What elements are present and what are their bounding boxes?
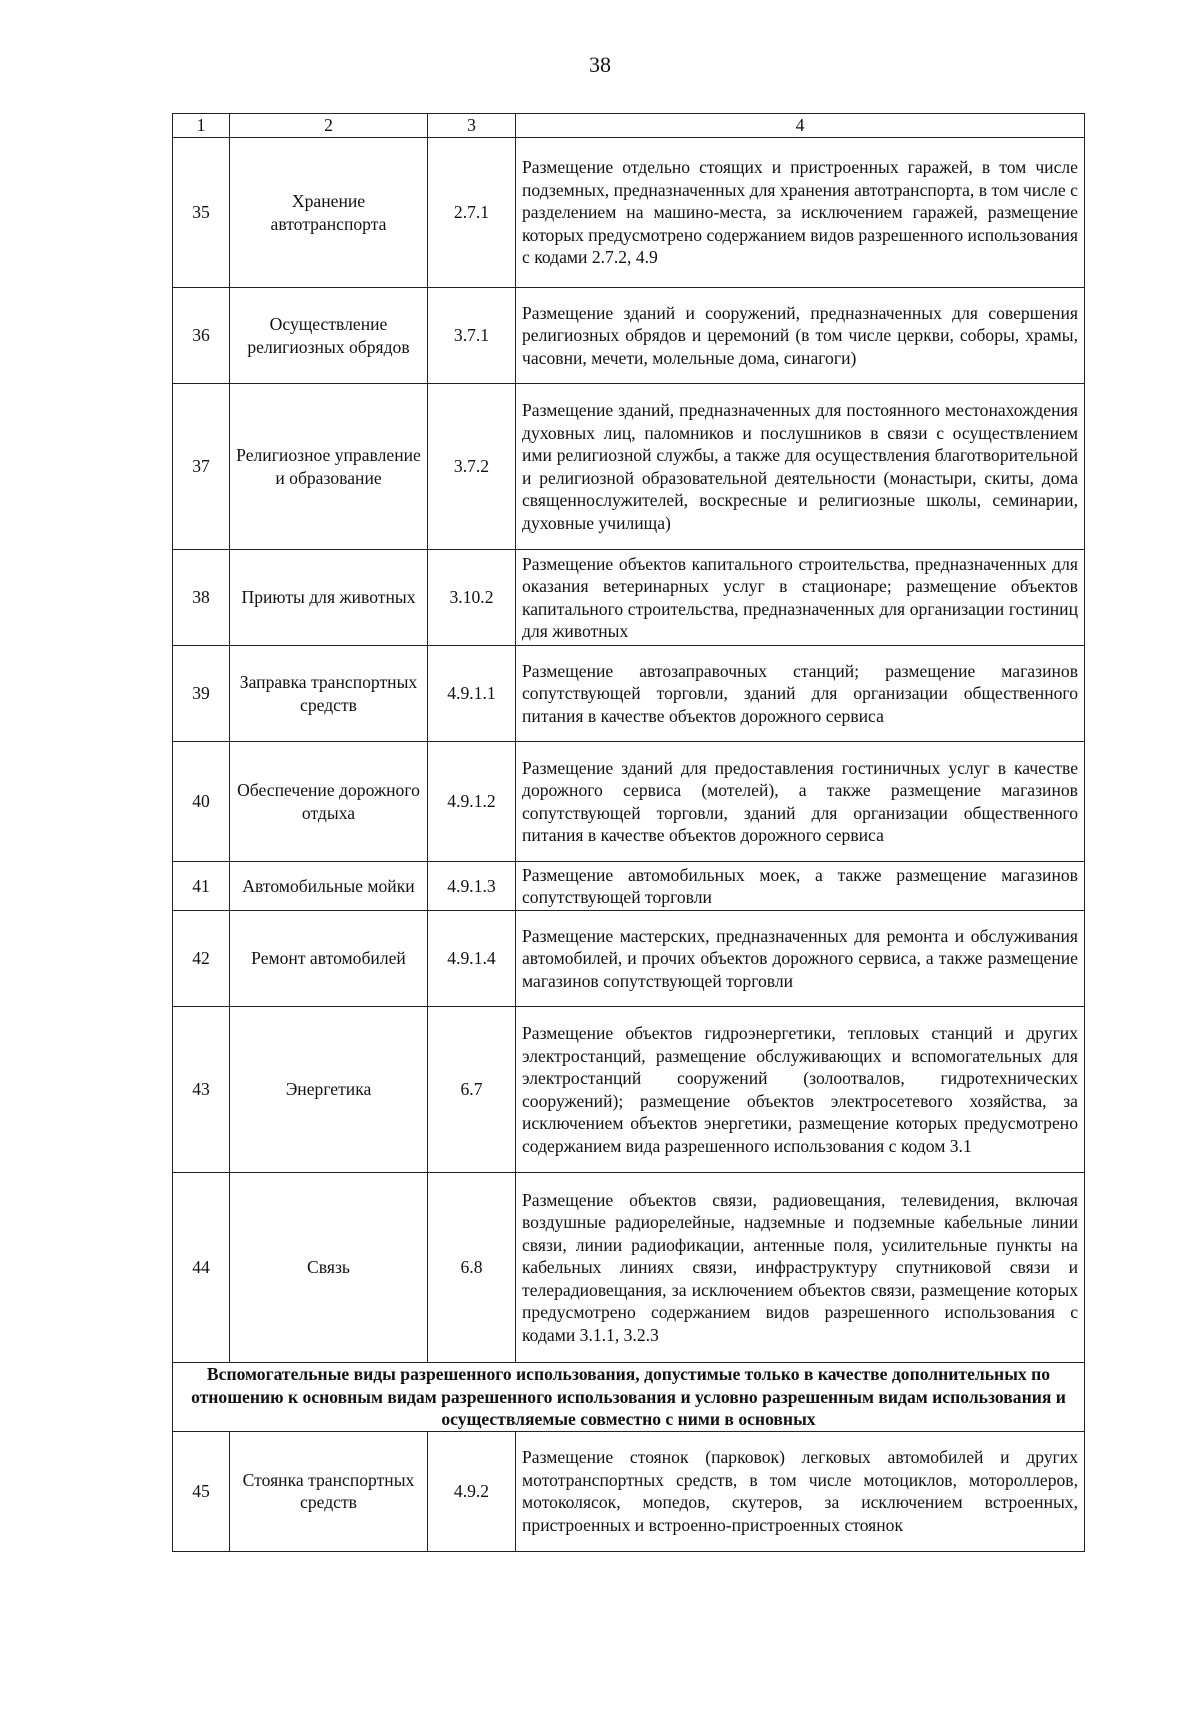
use-type-description: Размещение зданий для предоставления гостиничных услуг в качестве дорожного сервиса (мотелей), а также размещение магазинов сопутствующей торговли, зданий для организации общественного питания в качестве объектов дорожного сервиса [516, 742, 1085, 862]
use-type-description: Размещение мастерских, предназначенных для ремонта и обслуживания автомобилей, и прочих объектов дорожного сервиса, а также размещение магазинов сопутствующей торговли [516, 911, 1085, 1007]
row-number: 38 [173, 550, 230, 646]
use-type-name: Связь [230, 1173, 428, 1363]
table-row [173, 1007, 1085, 1173]
row-number: 42 [173, 911, 230, 1007]
use-type-code: 3.7.1 [428, 288, 516, 384]
use-type-description: Размещение объектов связи, радиовещания, телевидения, включая воздушные радиорелейные, надземные и подземные кабельные линии связи, линии радиофикации, антенные поля, усилительные пункты на кабельных линиях связи, инфраструктуру спутниковой связи и телерадиовещания, за исключением объектов связи, размещение которых предусмотрено содержанием видов разрешенного использования с кодами 3.1.1, 3.2.3 [516, 1173, 1085, 1363]
use-type-name: Обеспечение дорожного отдыха [230, 742, 428, 862]
row-number: 40 [173, 742, 230, 862]
row-number: 44 [173, 1173, 230, 1363]
use-type-description: Размещение объектов гидроэнергетики, тепловых станций и других электростанций, размещение обслуживающих и вспомогательных для электростанций сооружений (золоотвалов, гидротехнических сооружений); размещение объектов электросетевого хозяйства, за исключением объектов энергетики, размещение которых предусмотрено содержанием вида разрешенного использования с кодом 3.1 [516, 1007, 1085, 1173]
use-type-name: Автомобильные мойки [230, 862, 428, 911]
row-number: 43 [173, 1007, 230, 1173]
use-type-code: 4.9.1.1 [428, 646, 516, 742]
use-type-description: Размещение отдельно стоящих и пристроенных гаражей, в том числе подземных, предназначенных для хранения автотранспорта, в том числе с разделением на машино-места, за исключением гаражей, размещение которых предусмотрено содержанием видов разрешенного использования с кодами 2.7.2, 4.9 [516, 138, 1085, 288]
use-type-name: Хранение автотранспорта [230, 138, 428, 288]
table-row [173, 384, 1085, 550]
header-col-3: 3 [428, 114, 516, 138]
row-number: 36 [173, 288, 230, 384]
use-type-code: 6.7 [428, 1007, 516, 1173]
table-row [173, 862, 1085, 911]
table-row [173, 646, 1085, 742]
use-type-description: Размещение автомобильных моек, а также размещение магазинов сопутствующей торговли [516, 862, 1085, 911]
table-row [173, 550, 1085, 646]
use-type-code: 2.7.1 [428, 138, 516, 288]
use-type-name: Религиозное управление и образование [230, 384, 428, 550]
header-col-1: 1 [173, 114, 230, 138]
row-number: 41 [173, 862, 230, 911]
use-type-description: Размещение зданий, предназначенных для постоянного местонахождения духовных лиц, паломников и послушников в связи с осуществлением ими религиозной службы, а также для осуществления благотворительной и религиозной образовательной деятельности (монастыри, скиты, дома священнослужителей, воскресные и религиозные школы, семинарии, духовные училища) [516, 384, 1085, 550]
table-row [173, 1173, 1085, 1363]
section-row [173, 1363, 1085, 1432]
table-header-row [173, 114, 1085, 138]
use-type-code: 6.8 [428, 1173, 516, 1363]
header-col-2: 2 [230, 114, 428, 138]
use-type-name: Энергетика [230, 1007, 428, 1173]
use-type-code: 3.10.2 [428, 550, 516, 646]
use-type-description: Размещение стоянок (парковок) легковых автомобилей и других мототранспортных средств, в том числе мотоциклов, мотороллеров, мотоколясок, мопедов, скутеров, за исключением встроенных, пристроенных и встроенно-пристроенных стоянок [516, 1431, 1085, 1551]
use-type-code: 4.9.1.2 [428, 742, 516, 862]
row-number: 35 [173, 138, 230, 288]
table-row [173, 911, 1085, 1007]
table-row [173, 742, 1085, 862]
use-type-code: 4.9.2 [428, 1431, 516, 1551]
row-number: 37 [173, 384, 230, 550]
table-row [173, 1431, 1085, 1551]
row-number: 45 [173, 1431, 230, 1551]
use-type-name: Стоянка транспортных средств [230, 1431, 428, 1551]
use-type-description: Размещение зданий и сооружений, предназначенных для совершения религиозных обрядов и церемоний (в том числе церкви, соборы, храмы, часовни, мечети, молельные дома, синагоги) [516, 288, 1085, 384]
land-use-table [172, 113, 1085, 1552]
table-row [173, 138, 1085, 288]
use-type-code: 4.9.1.4 [428, 911, 516, 1007]
section-title: Вспомогательные виды разрешенного использования, допустимые только в качестве дополнительных по отношению к основным видам разрешенного использования и условно разрешенным видам использования и осуществляемые совместно с ними в основных [173, 1363, 1085, 1432]
use-type-code: 4.9.1.3 [428, 862, 516, 911]
use-type-name: Заправка транспортных средств [230, 646, 428, 742]
use-type-name: Ремонт автомобилей [230, 911, 428, 1007]
page-number: 38 [589, 52, 611, 77]
use-type-code: 3.7.2 [428, 384, 516, 550]
use-type-description: Размещение автозаправочных станций; размещение магазинов сопутствующей торговли, зданий для организации общественного питания в качестве объектов дорожного сервиса [516, 646, 1085, 742]
table-row [173, 288, 1085, 384]
row-number: 39 [173, 646, 230, 742]
use-type-description: Размещение объектов капитального строительства, предназначенных для оказания ветеринарных услуг в стационаре; размещение объектов капитального строительства, предназначенных для организации гостиниц для животных [516, 550, 1085, 646]
header-col-4: 4 [516, 114, 1085, 138]
use-type-name: Приюты для животных [230, 550, 428, 646]
use-type-name: Осуществление религиозных обрядов [230, 288, 428, 384]
